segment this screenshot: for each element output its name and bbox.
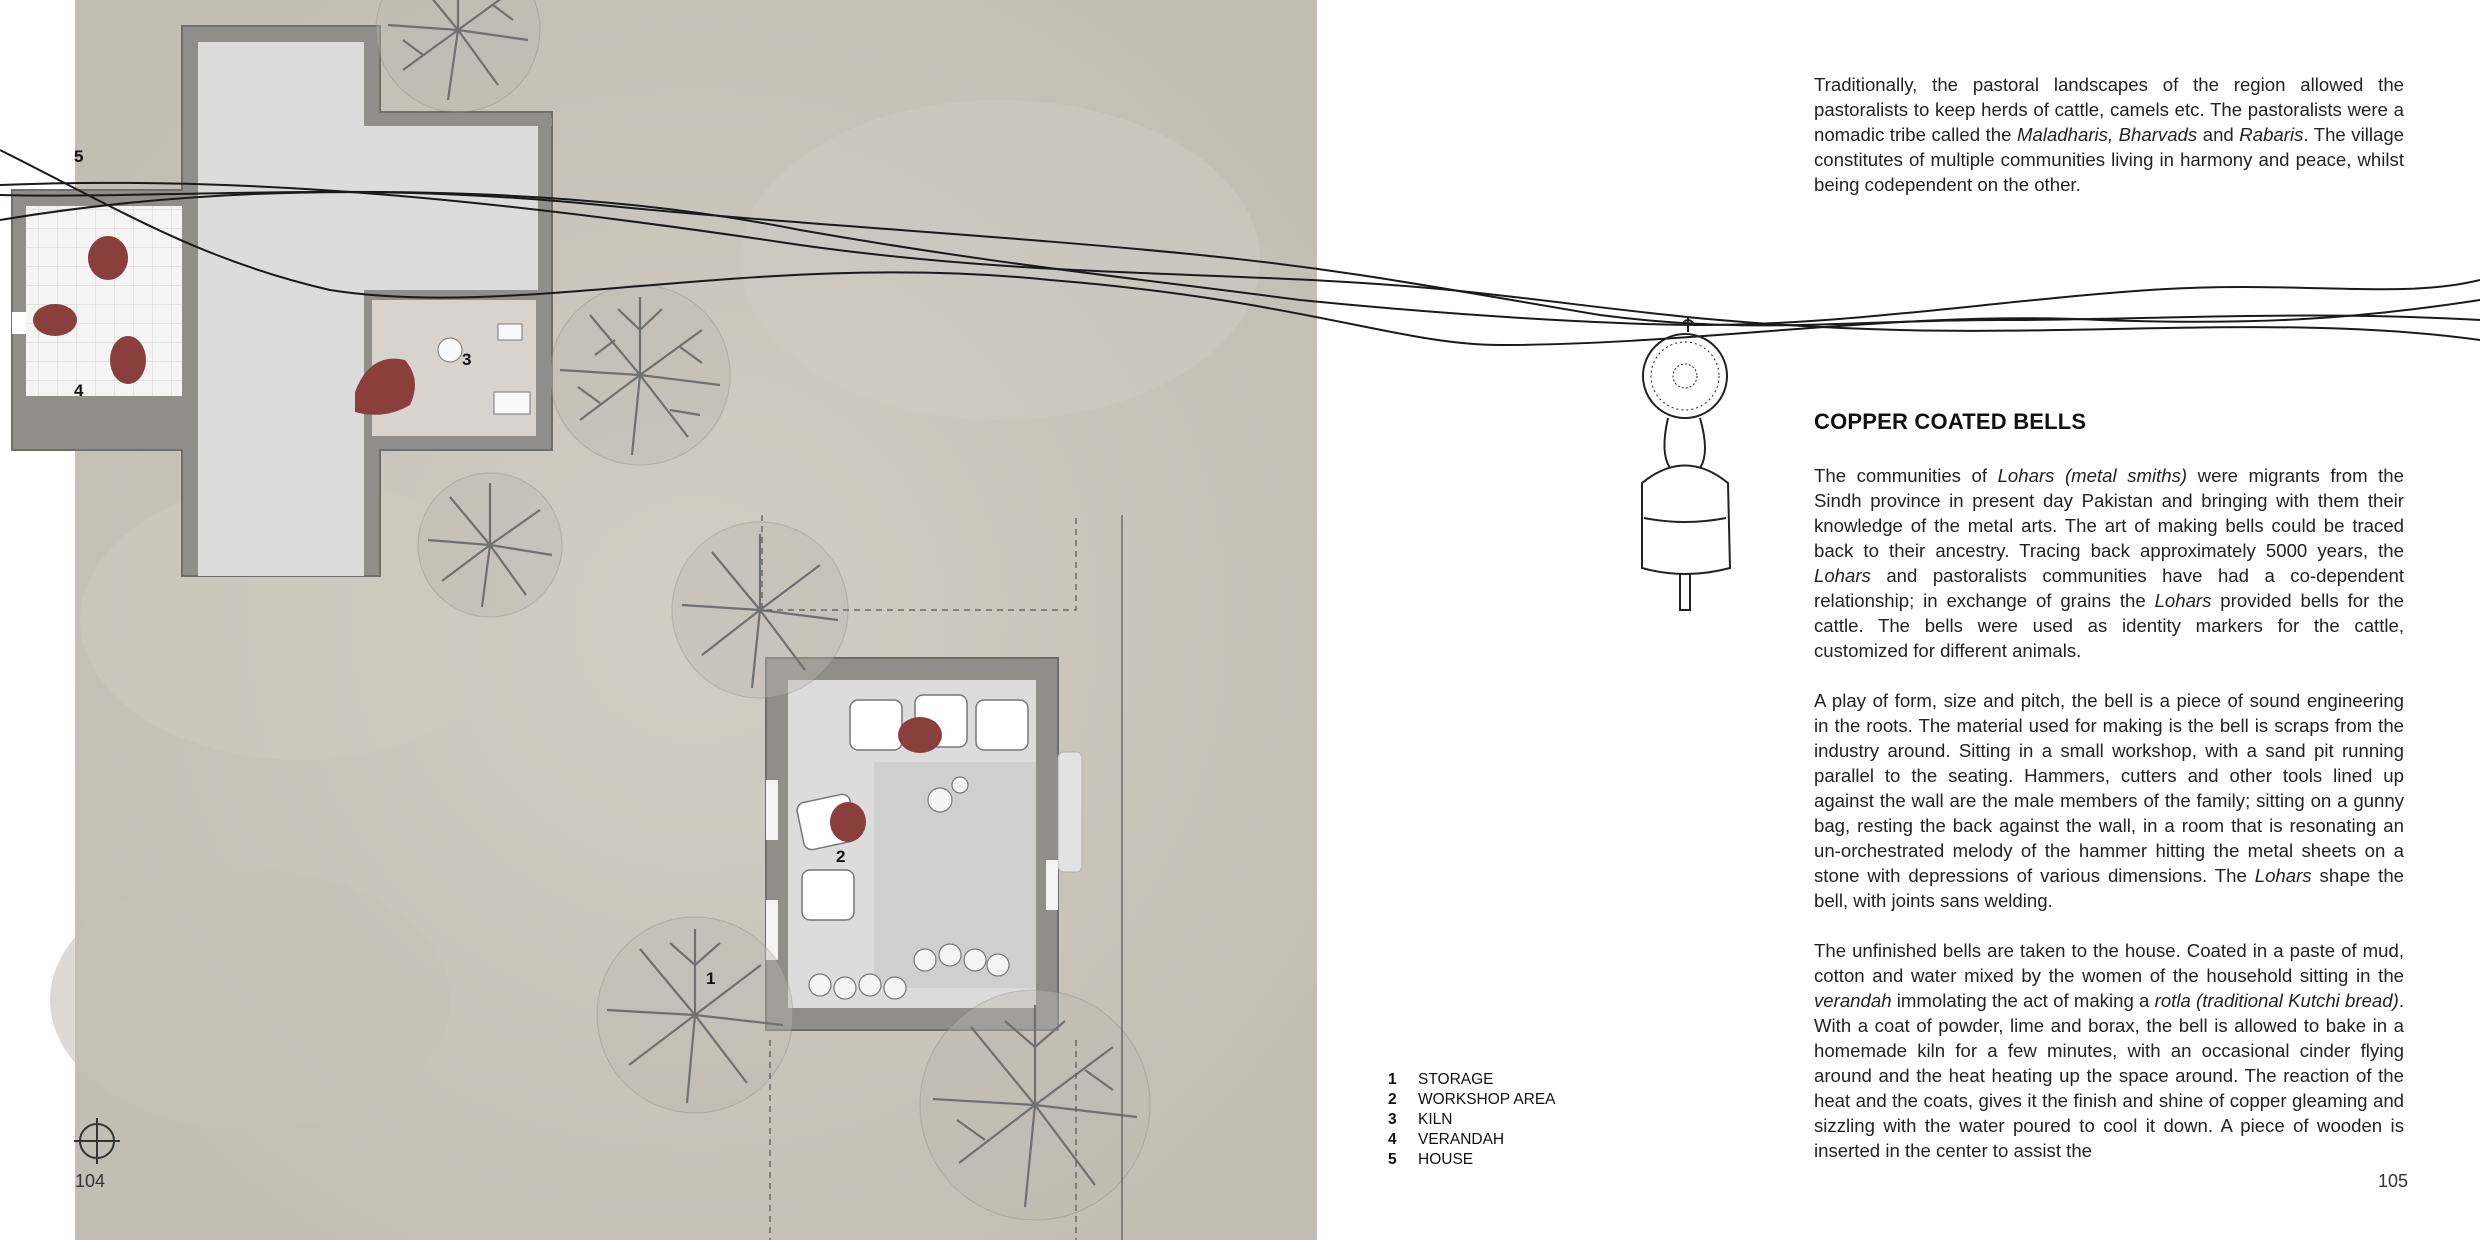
plan-label-workshop: 2 bbox=[836, 847, 846, 866]
body-paragraph-1: The communities of Lohars (metal smiths) were migrants from the Sindh province in present day Pakistan and bringing with them their knowledge of the metal arts. The art of making bells could be traced back to their ancestry. Tracing back approximately 5000 years, the Lohars and pastoralists communities have had a co-dependent relationship; in exchange of grains the Lohars provided bells for the cattle. The bells were used as identity markers for the cattle, customized for different animals. bbox=[1814, 465, 2404, 661]
body-paragraph-3: The unfinished bells are taken to the house. Coated in a paste of mud, cotton and water mixed by the women of the household sitting in the verandah immolating the act of making a rotla (traditional Kutchi bread). With a coat of powder, lime and borax, the bell is allowed to bake in a homemade kiln for a few minutes, with an occasional cinder flying around and the heat heating up the space around. The reaction of the heat and the coats, gives it the finish and shine of copper gleaming and sizzling with the water poured to cool it down. A piece of wooden is inserted in the center to assist the bbox=[1814, 940, 2404, 1161]
legend-item: 1 STORAGE bbox=[1388, 1071, 1494, 1088]
legend-item: 2 WORKSHOP AREA bbox=[1388, 1091, 1556, 1108]
legend-item: 3 KILN bbox=[1388, 1111, 1453, 1128]
page-number-right: 105 bbox=[2378, 1171, 2409, 1191]
plan-label-kiln: 3 bbox=[462, 350, 472, 369]
plan-label-verandah: 4 bbox=[74, 381, 84, 400]
section-heading: COPPER COATED BELLS bbox=[1814, 409, 2087, 434]
workshop-building bbox=[766, 658, 1082, 1030]
plan-label-house: 5 bbox=[74, 147, 84, 166]
legend-item: 4 VERANDAH bbox=[1388, 1131, 1505, 1148]
legend-item: 5 HOUSE bbox=[1388, 1151, 1474, 1168]
bell-icon bbox=[1630, 318, 1740, 618]
page-number-left: 104 bbox=[75, 1171, 106, 1191]
body-paragraph-2: A play of form, size and pitch, the bell is a piece of sound engineering in the roots. The material used for making is the bell is scraps from the industry around. Sitting in a small workshop, with a sand pit running parallel to the seating. Hammers, cutters and other tools lined up against the wall are the male members of the family; sitting on a gunny bag, resting the back against the wall, in a room that is resonating an un-orchestrated melody of the hammer hitting the metal sheets on a stone with depressions of various dimensions. The Lohars shape the bell, with joints sans welding. bbox=[1814, 690, 2404, 911]
plan-label-storage: 1 bbox=[706, 969, 716, 988]
plan-legend bbox=[1388, 1070, 1556, 1170]
intro-paragraph: Traditionally, the pastoral landscapes of the region allowed the pastoralists to keep herds of cattle, camels etc. The pastoralists were a nomadic tribe called the Maladharis, Bharvads and Rabaris. The village constitutes of multiple communities living in harmony and peace, whilst being codependent on the other. bbox=[1814, 74, 2405, 195]
